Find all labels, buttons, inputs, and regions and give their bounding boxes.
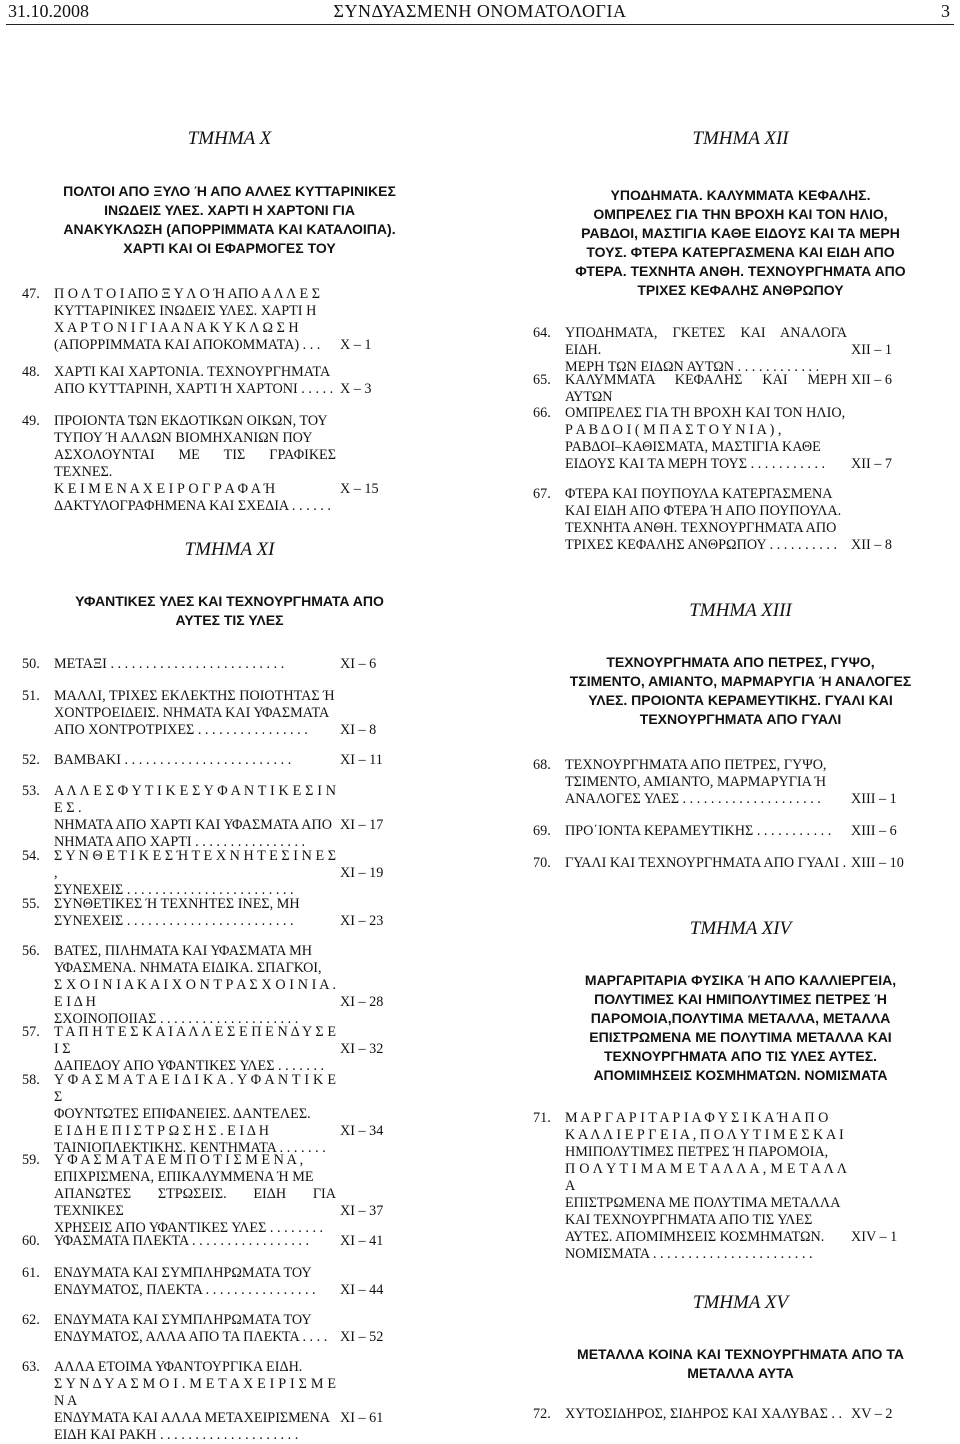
section-xi-title: ΤΜΗΜΑ XI <box>184 539 275 560</box>
chapter-57: 57. Τ Α Π Η Τ Ε Σ Κ Α Ι Α Λ Λ Ε Σ Ε Π Ε Ν Δ Υ Σ Ε Ι Σ ΔΑΠΕΔΟΥ ΑΠΟ ΥΦΑΝΤΙΚΕΣ ΥΛΕΣ . . . . . . . XI – 32 <box>22 1024 384 1074</box>
section-xii-heading: ΥΠΟΔΗΜΑΤΑ. ΚΑΛΥΜΜΑΤΑ ΚΕΦΑΛΗΣ. ΟΜΠΡΕΛΕΣ ΓΙΑ ΤΗΝ ΒΡΟΧΗ ΚΑΙ ΤΟΝ ΗΛΙΟ, ΡΑΒΔΟΙ, ΜΑΣΤΙΓΙΑ ΚΑΘΕ ΕΙΔΟΥΣ ΚΑΙ ΤΑ ΜΕΡΗ ΤΟΥΣ. ΦΤΕΡΑ ΚΑΤΕΡΓΑΣΜΕΝΑ ΚΑΙ ΕΙΔΗ ΑΠΟ ΦΤΕΡΑ. ΤΕΧΝΗΤΑ ΑΝΘΗ. ΤΕΧΝΟΥΡΓΗΜΑΤΑ ΑΠΟ ΤΡΙΧΕΣ ΚΕΦΑΛΗΣ ΑΝΘΡΩΠΟΥ <box>575 187 906 298</box>
chapter-72: 72. ΧΥΤΟΣΙΔΗΡΟΣ, ΣΙΔΗΡΟΣ ΚΑΙ ΧΑΛΥΒΑΣ . . XV – 2 <box>533 1406 893 1422</box>
chapter-ref: XIV – 1 <box>851 1229 898 1245</box>
chapter-ref: XII – 8 <box>851 537 892 553</box>
chapter-ref: XI – 61 <box>340 1410 384 1426</box>
chapter-71: 71. Μ Α Ρ Γ Α Ρ Ι Τ Α Ρ Ι Α Φ Υ Σ Ι Κ Α Ή Α Π Ο Κ Α Λ Λ Ι Ε Ρ Γ Ε Ι Α , Π Ο Λ Υ Τ Ι Μ Ε Σ Κ Α Ι ΗΜΙΠΟΛΥΤΙΜΕΣ ΠΕΤΡΕΣ Ή ΠΑΡΟΜΟΙΑ, Π Ο Λ Υ Τ Ι Μ Α Μ Ε Τ Α Λ Λ Α , Μ Ε Τ Α Λ Λ Α ΕΠΙΣΤΡΩΜΕΝΑ ΜΕ ΠΟΛΥΤΙΜΑ ΜΕΤΑΛΛΑ ΚΑΙ ΤΕΧΝΟΥΡΓΗΜΑΤΑ ΑΠΟ ΤΙΣ ΥΛΕΣ ΑΥΤΕΣ. ΑΠΟΜΙΜΗΣΕΙΣ ΚΟΣΜΗΜΑΤΩΝ. ΝΟΜΙΣΜΑΤΑ . . . . . . . . . . . . . . . . . . . . . . . XIV – 1 <box>533 1110 898 1262</box>
chapter-ref: XI – 32 <box>340 1041 384 1057</box>
section-xiv-title: ΤΜΗΜΑ XIV <box>689 918 792 939</box>
chapter-ref: XI – 37 <box>340 1203 384 1219</box>
section-xiii-title: ΤΜΗΜΑ XIII <box>689 600 792 621</box>
chapter-ref: XI – 34 <box>340 1123 384 1139</box>
chapter-ref: X – 15 <box>340 481 379 497</box>
chapter-ref: XII – 7 <box>851 456 892 472</box>
header-date: 31.10.2008 <box>8 1 89 21</box>
section-xv-heading: ΜΕΤΑΛΛΑ ΚΟΙΝΑ ΚΑΙ ΤΕΧΝΟΥΡΓΗΜΑΤΑ ΑΠΟ ΤΑ ΜΕΤΑΛΛΑ ΑΥΤΑ <box>577 1346 904 1381</box>
chapter-ref: XI – 6 <box>340 656 377 672</box>
chapter-64: 64. ΥΠΟΔΗΜΑΤΑ, ΓΚΕΤΕΣ ΚΑΙ ΑΝΑΛΟΓΑ ΕΙΔΗ. ΜΕΡΗ ΤΩΝ ΕΙΔΩΝ ΑΥΤΩΝ . . . . . . . . . . . . XII – 1 <box>533 325 892 375</box>
chapter-ref: XII – 1 <box>851 342 892 358</box>
chapter-52: 52. ΒΑΜΒΑΚΙ . . . . . . . . . . . . . . . . . . . . . . . . XI – 11 <box>22 752 383 768</box>
chapter-48: 48. ΧΑΡΤΙ ΚΑΙ ΧΑΡΤΟΝΙΑ. ΤΕΧΝΟΥΡΓΗΜΑΤΑ ΑΠΟ ΚΥΤΤΑΡΙΝΗ, ΧΑΡΤΙ Ή ΧΑΡΤΟΝΙ . . . . . X – 3 <box>22 364 372 397</box>
chapter-ref: XV – 2 <box>851 1406 893 1422</box>
chapter-ref: XI – 44 <box>340 1282 384 1298</box>
header-page-number: 3 <box>941 1 950 21</box>
chapter-55: 55. ΣΥΝΘΕΤΙΚΕΣ Ή ΤΕΧΝΗΤΕΣ ΙΝΕΣ, ΜΗ ΣΥΝΕΧΕΙΣ . . . . . . . . . . . . . . . . . . . . . . . . XI – 23 <box>22 896 384 929</box>
chapter-53: 53. Α Λ Λ Ε Σ Φ Υ Τ Ι Κ Ε Σ Υ Φ Α Ν Τ Ι Κ Ε Σ Ι Ν Ε Σ . ΝΗΜΑΤΑ ΑΠΟ ΧΑΡΤΙ ΚΑΙ ΥΦΑΣΜΑΤΑ ΑΠΟ ΝΗΜΑΤΑ ΑΠΟ ΧΑΡΤΙ . . . . . . . . . . . . . . . . XI – 17 <box>22 783 384 850</box>
chapter-49: 49. ΠΡΟΙΟΝΤΑ ΤΩΝ ΕΚΔΟΤΙΚΩΝ ΟΙΚΩΝ, ΤΟΥ ΤΥΠΟΥ Ή ΑΛΛΩΝ ΒΙΟΜΗΧΑΝΙΩΝ ΠΟΥ ΑΣΧΟΛΟΥΝΤΑΙ ΜΕ ΤΙΣ ΓΡΑΦΙΚΕΣ ΤΕΧΝΕΣ. Κ Ε Ι Μ Ε Ν Α Χ Ε Ι Ρ Ο Γ Ρ Α Φ Α Ή ΔΑΚΤΥΛΟΓΡΑΦΗΜΕΝΑ ΚΑΙ ΣΧΕΔΙΑ . . . . . . X – 15 <box>22 413 379 514</box>
chapter-62: 62. ΕΝΔΥΜΑΤΑ ΚΑΙ ΣΥΜΠΛΗΡΩΜΑΤΑ ΤΟΥ ΕΝΔΥΜΑΤΟΣ, ΑΛΛΑ ΑΠΟ ΤΑ ΠΛΕΚΤΑ . . . . XI – 52 <box>22 1312 384 1345</box>
chapter-ref: XI – 11 <box>340 752 383 768</box>
chapter-58: 58. Υ Φ Α Σ Μ Α Τ Α Ε Ι Δ Ι Κ Α . Υ Φ Α Ν Τ Ι Κ Ε Σ ΦΟΥΝΤΩΤΕΣ ΕΠΙΦΑΝΕΙΕΣ. ΔΑΝΤΕΛΕΣ. Ε Ι Δ Η Ε Π Ι Σ Τ Ρ Ω Σ Η Σ . Ε Ι Δ Η ΤΑΙΝΙΟΠΛΕΚΤΙΚΗΣ. ΚΕΝΤΗΜΑΤΑ . . . . . . . XI – 34 <box>22 1072 384 1156</box>
chapter-ref: XI – 52 <box>340 1329 384 1345</box>
chapter-51: 51. ΜΑΛΛΙ, ΤΡΙΧΕΣ ΕΚΛΕΚΤΗΣ ΠΟΙΟΤΗΤΑΣ Ή ΧΟΝΤΡΟΕΙΔΕΙΣ. ΝΗΜΑΤΑ ΚΑΙ ΥΦΑΣΜΑΤΑ ΑΠΟ ΧΟΝΤΡΟΤΡΙΧΕΣ . . . . . . . . . . . . . . . . XI – 8 <box>22 688 377 738</box>
chapter-ref: XIII – 1 <box>851 791 897 807</box>
section-xii-title: ΤΜΗΜΑ XII <box>692 128 789 149</box>
section-xiv-heading: ΜΑΡΓΑΡΙΤΑΡΙΑ ΦΥΣΙΚΑ Ή ΑΠΟ ΚΑΛΛΙΕΡΓΕΙΑ, ΠΟΛΥΤΙΜΕΣ ΚΑΙ ΗΜΙΠΟΛΥΤΙΜΕΣ ΠΕΤΡΕΣ Ή ΠΑΡΟΜΟΙΑ,ΠΟΛΥΤΙΜΑ ΜΕΤΑΛΛΑ, ΜΕΤΑΛΛΑ ΕΠΙΣΤΡΩΜΕΝΑ ΜΕ ΠΟΛΥΤΙΜΑ ΜΕΤΑΛΛΑ ΚΑΙ ΤΕΧΝΟΥΡΓΗΜΑΤΑ ΑΠΟ ΤΙΣ ΥΛΕΣ ΑΥΤΕΣ. ΑΠΟΜΙΜΗΣΕΙΣ ΚΟΣΜΗΜΑΤΩΝ. ΝΟΜΙΣΜΑΤΑ <box>584 972 897 1083</box>
chapter-61: 61. ΕΝΔΥΜΑΤΑ ΚΑΙ ΣΥΜΠΛΗΡΩΜΑΤΑ ΤΟΥ ΕΝΔΥΜΑΤΟΣ, ΠΛΕΚΤΑ . . . . . . . . . . . . . . . . XI – 44 <box>22 1265 384 1298</box>
chapter-67: 67. ΦΤΕΡΑ ΚΑΙ ΠΟΥΠΟΥΛΑ ΚΑΤΕΡΓΑΣΜΕΝΑ ΚΑΙ ΕΙΔΗ ΑΠΟ ΦΤΕΡΑ Ή ΑΠΟ ΠΟΥΠΟΥΛΑ. ΤΕΧΝΗΤΑ ΑΝΘΗ. ΤΕΧΝΟΥΡΓΗΜΑΤΑ ΑΠΟ ΤΡΙΧΕΣ ΚΕΦΑΛΗΣ ΑΝΘΡΩΠΟΥ . . . . . . . . . . XII – 8 <box>533 486 892 553</box>
section-xiii-heading: ΤΕΧΝΟΥΡΓΗΜΑΤΑ ΑΠΟ ΠΕΤΡΕΣ, ΓΥΨΟ, ΤΣΙΜΕΝΤΟ, ΑΜΙΑΝΤΟ, ΜΑΡΜΑΡΥΓΙΑ Ή ΑΝΑΛΟΓΕΣ ΥΛΕΣ. ΠΡΟΙΟΝΤΑ ΚΕΡΑΜΕΥΤΙΚΗΣ. ΓΥΑΛΙ ΚΑΙ ΤΕΧΝΟΥΡΓΗΜΑΤΑ ΑΠΟ ΓΥΑΛΙ <box>569 654 912 727</box>
chapter-54: 54. Σ Υ Ν Θ Ε Τ Ι Κ Ε Σ Ή Τ Ε Χ Ν Η Τ Ε Σ Ι Ν Ε Σ , ΣΥΝΕΧΕΙΣ . . . . . . . . . . . . . . . . . . . . . . . . XI – 19 <box>22 848 384 898</box>
chapter-ref: XIII – 6 <box>851 823 897 839</box>
chapter-ref: X – 1 <box>340 337 372 353</box>
chapter-ref: XI – 41 <box>340 1233 384 1249</box>
header-title: ΣΥΝΔΥΑΣΜΕΝΗ ΟΝΟΜΑΤΟΛΟΓΙΑ <box>333 1 627 21</box>
section-xi-heading: ΥΦΑΝΤΙΚΕΣ ΥΛΕΣ ΚΑΙ ΤΕΧΝΟΥΡΓΗΜΑΤΑ ΑΠΟ ΑΥΤΕΣ ΤΙΣ ΥΛΕΣ <box>75 593 384 628</box>
section-x-heading: ΠΟΛΤΟΙ ΑΠΟ ΞΥΛΟ Ή ΑΠΟ ΑΛΛΕΣ ΚΥΤΤΑΡΙΝΙΚΕΣ ΙΝΩΔΕΙΣ ΥΛΕΣ. ΧΑΡΤΙ Η ΧΑΡΤΟΝΙ ΓΙΑ ΑΝΑΚΥΚΛΩΣΗ (ΑΠΟΡΡΙΜΜΑΤΑ ΚΑΙ ΚΑΤΑΛΟΙΠΑ). ΧΑΡΤΙ ΚΑΙ ΟΙ ΕΦΑΡΜΟΓΕΣ ΤΟΥ <box>63 183 396 256</box>
chapter-65: 65. ΚΑΛΥΜΜΑΤΑ ΚΕΦΑΛΗΣ ΚΑΙ ΜΕΡΗ ΑΥΤΩΝ XII – 6 <box>533 372 892 405</box>
chapter-59: 59. Υ Φ Α Σ Μ Α Τ Α Ε Μ Π Ο Τ Ι Σ Μ Ε Ν Α , ΕΠΙΧΡΙΣΜΕΝΑ, ΕΠΙΚΑΛΥΜΜΕΝΑ Ή ΜΕ ΑΠΑΝΩΤΕΣ ΣΤΡΩΣΕΙΣ. ΕΙΔΗ ΓΙΑ ΤΕΧΝΙΚΕΣ ΧΡΗΣΕΙΣ ΑΠΟ ΥΦΑΝΤΙΚΕΣ ΥΛΕΣ . . . . . . . . XI – 37 <box>22 1152 384 1236</box>
chapter-ref: XI – 19 <box>340 865 384 881</box>
chapter-69: 69. ΠΡΟ΄ΙΟΝΤΑ ΚΕΡΑΜΕΥΤΙΚΗΣ . . . . . . . . . . . XIII – 6 <box>533 823 897 839</box>
chapter-ref: XIII – 10 <box>851 855 904 871</box>
chapter-ref: XI – 8 <box>340 722 377 738</box>
chapter-ref: XI – 17 <box>340 817 384 833</box>
section-x-title: ΤΜΗΜΑ X <box>187 128 272 149</box>
chapter-ref: XI – 23 <box>340 913 384 929</box>
chapter-70: 70. ΓΥΑΛΙ ΚΑΙ ΤΕΧΝΟΥΡΓΗΜΑΤΑ ΑΠΟ ΓΥΑΛΙ . XIII – 10 <box>533 855 904 871</box>
chapter-60: 60. ΥΦΑΣΜΑΤΑ ΠΛΕΚΤΑ . . . . . . . . . . . . . . . . . XI – 41 <box>22 1233 384 1249</box>
chapter-63: 63. ΑΛΛΑ ΕΤΟΙΜΑ ΥΦΑΝΤΟΥΡΓΙΚΑ ΕΙΔΗ. Σ Υ Ν Δ Υ Α Σ Μ Ο Ι . Μ Ε Τ Α Χ Ε Ι Ρ Ι Σ Μ Ε Ν Α ΕΝΔΥΜΑΤΑ ΚΑΙ ΑΛΛΑ ΜΕΤΑΧΕΙΡΙΣΜΕΝΑ ΕΙΔΗ ΚΑΙ ΡΑΚΗ . . . . . . . . . . . . . . . . . . . . XI – 61 <box>22 1359 384 1443</box>
chapter-47: 47. Π Ο Λ Τ Ο Ι ΑΠΟ Ξ Υ Λ Ο Ή ΑΠΟ Α Λ Λ Ε Σ ΚΥΤΤΑΡΙΝΙΚΕΣ ΙΝΩΔΕΙΣ ΥΛΕΣ. ΧΑΡΤΙ Η Χ Α Ρ Τ Ο Ν Ι Γ Ι Α Α Ν Α Κ Υ Κ Λ Ω Σ Η (ΑΠΟΡΡΙΜΜΑΤΑ ΚΑΙ ΑΠΟΚΟΜΜΑΤΑ) . . . X – 1 <box>22 286 372 353</box>
chapter-68: 68. ΤΕΧΝΟΥΡΓΗΜΑΤΑ ΑΠΟ ΠΕΤΡΕΣ, ΓΥΨΟ, ΤΣΙΜΕΝΤΟ, ΑΜΙΑΝΤΟ, ΜΑΡΜΑΡΥΓΙΑ Ή ΑΝΑΛΟΓΕΣ ΥΛΕΣ . . . . . . . . . . . . . . . . . . . . XIII – 1 <box>533 757 897 807</box>
chapter-ref: XII – 6 <box>851 372 892 388</box>
chapter-66: 66. ΟΜΠΡΕΛΕΣ ΓΙΑ ΤΗ ΒΡΟΧΗ ΚΑΙ ΤΟΝ ΗΛΙΟ, Ρ Α Β Δ Ο Ι ( Μ Π Α Σ Τ Ο Υ Ν Ι Α ) , ΡΑΒΔΟΙ–ΚΑΘΙΣΜΑΤΑ, ΜΑΣΤΙΓΙΑ ΚΑΘΕ ΕΙΔΟΥΣ ΚΑΙ ΤΑ ΜΕΡΗ ΤΟΥΣ . . . . . . . . . . . XII – 7 <box>533 405 892 472</box>
page-header <box>6 0 954 25</box>
chapter-ref: X – 3 <box>340 381 372 397</box>
chapter-50: 50. ΜΕΤΑΞΙ . . . . . . . . . . . . . . . . . . . . . . . . . XI – 6 <box>22 656 377 672</box>
chapter-56: 56. ΒΑΤΕΣ, ΠΙΛΗΜΑΤΑ ΚΑΙ ΥΦΑΣΜΑΤΑ ΜΗ ΥΦΑΣΜΕΝΑ. ΝΗΜΑΤΑ ΕΙΔΙΚΑ. ΣΠΑΓΚΟΙ, Σ Χ Ο Ι Ν Ι Α Κ Α Ι Χ Ο Ν Τ Ρ Α Σ Χ Ο Ι Ν Ι Α . Ε Ι Δ Η ΣΧΟΙΝΟΠΟΙΙΑΣ . . . . . . . . . . . . . . . . . . . . XI – 28 <box>22 943 384 1027</box>
section-xv-title: ΤΜΗΜΑ XV <box>692 1292 789 1313</box>
chapter-ref: XI – 28 <box>340 994 384 1010</box>
